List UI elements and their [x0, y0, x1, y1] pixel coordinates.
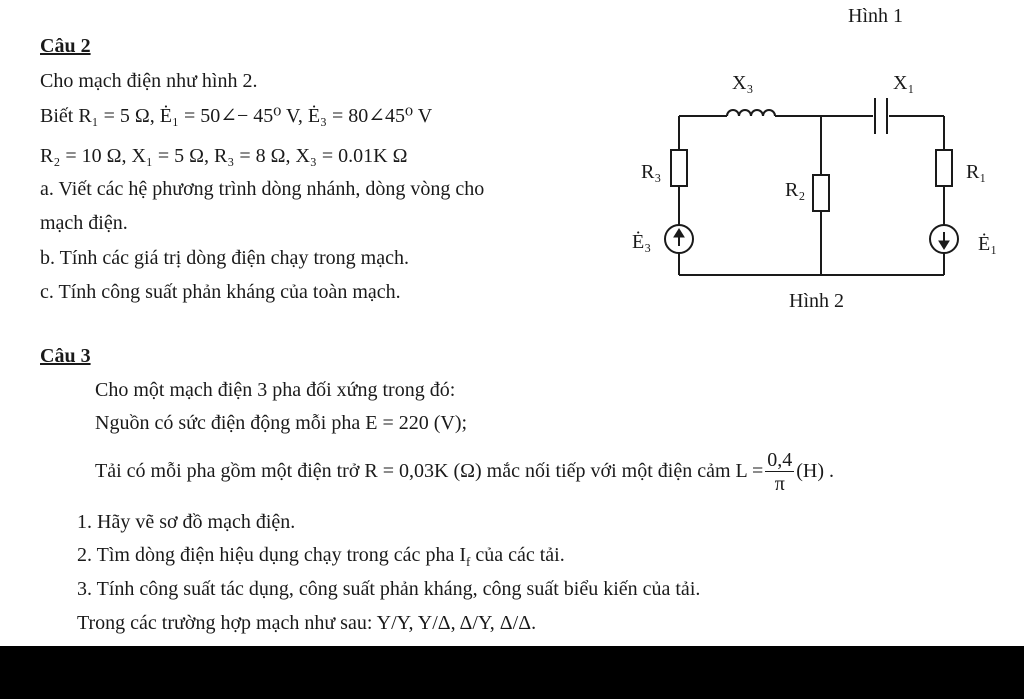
- resistor-r2: [813, 175, 829, 211]
- resistor-r1: [936, 150, 952, 186]
- q3-line3-prefix: Tải có mỗi pha gồm một điện trở R = 0,03K (Ω) mắc nối tiếp với một điện cảm L =: [95, 460, 764, 482]
- q2-part-c: c. Tính công suất phản kháng của toàn mạch.: [40, 281, 401, 303]
- figure-caption: Hình 2: [789, 290, 844, 312]
- fraction-numerator: 0,4: [767, 448, 793, 471]
- q3-item-1: 1. Hãy vẽ sơ đồ mạch điện.: [77, 511, 296, 533]
- q3-line1: Cho một mạch điện 3 pha đối xứng trong đó:: [95, 379, 456, 401]
- fraction-denominator: π: [774, 472, 785, 495]
- arrow-up-head-icon: [674, 229, 684, 237]
- figure-label-top: Hình 1: [848, 5, 903, 27]
- label-x3: X₃: [732, 72, 754, 94]
- q2-given-1: Biết R₁ = 5 Ω, Ė₁ = 50∠− 45⁰ V, Ė₃ = 80∠45⁰ V: [40, 105, 433, 127]
- q2-part-b: b. Tính các giá trị dòng điện chạy trong mạch.: [40, 247, 409, 269]
- q3-heading: Câu 3: [40, 345, 91, 367]
- arrow-down-head-icon: [939, 241, 949, 249]
- label-r1: R₁: [966, 161, 987, 183]
- label-e1: Ė₁: [978, 233, 998, 255]
- q3-line2: Nguồn có sức điện động mỗi pha E = 220 (V);: [95, 412, 468, 434]
- label-r2: R₂: [785, 179, 806, 201]
- q3-footer: Trong các trường hợp mạch như sau: Y/Y, Y/Δ, Δ/Y, Δ/Δ.: [77, 612, 537, 634]
- q2-part-a-line2: mạch điện.: [40, 212, 128, 234]
- circuit-diagram: [0, 0, 1024, 320]
- q3-item-2-text: 2. Tìm dòng điện hiệu dụng chạy trong các pha I: [77, 544, 466, 566]
- label-x1: X₁: [893, 72, 915, 94]
- q2-heading: Câu 2: [40, 35, 91, 57]
- q3-item-2: [77, 543, 565, 574]
- q3-item-2-sub: f: [465, 554, 471, 569]
- q3-line3-suffix: (H) .: [796, 460, 835, 482]
- label-r3: R₃: [641, 161, 662, 183]
- q3-line3: [95, 446, 834, 496]
- resistor-r3: [671, 150, 687, 186]
- q3-item-3: 3. Tính công suất tác dụng, công suất phản kháng, công suất biểu kiến của tải.: [77, 578, 701, 600]
- inductance-fraction: [765, 449, 794, 496]
- q2-part-a-line1: a. Viết các hệ phương trình dòng nhánh, dòng vòng cho: [40, 178, 485, 200]
- q2-intro: Cho mạch điện như hình 2.: [40, 70, 258, 92]
- label-e3: Ė₃: [632, 231, 652, 253]
- q3-item-2-tail: của các tải.: [470, 544, 565, 566]
- inductor-x3: [727, 110, 775, 116]
- q2-given-2: R₂ = 10 Ω, X₁ = 5 Ω, R₃ = 8 Ω, X₃ = 0.01K Ω: [40, 145, 408, 167]
- bottom-black-bar: [0, 646, 1024, 699]
